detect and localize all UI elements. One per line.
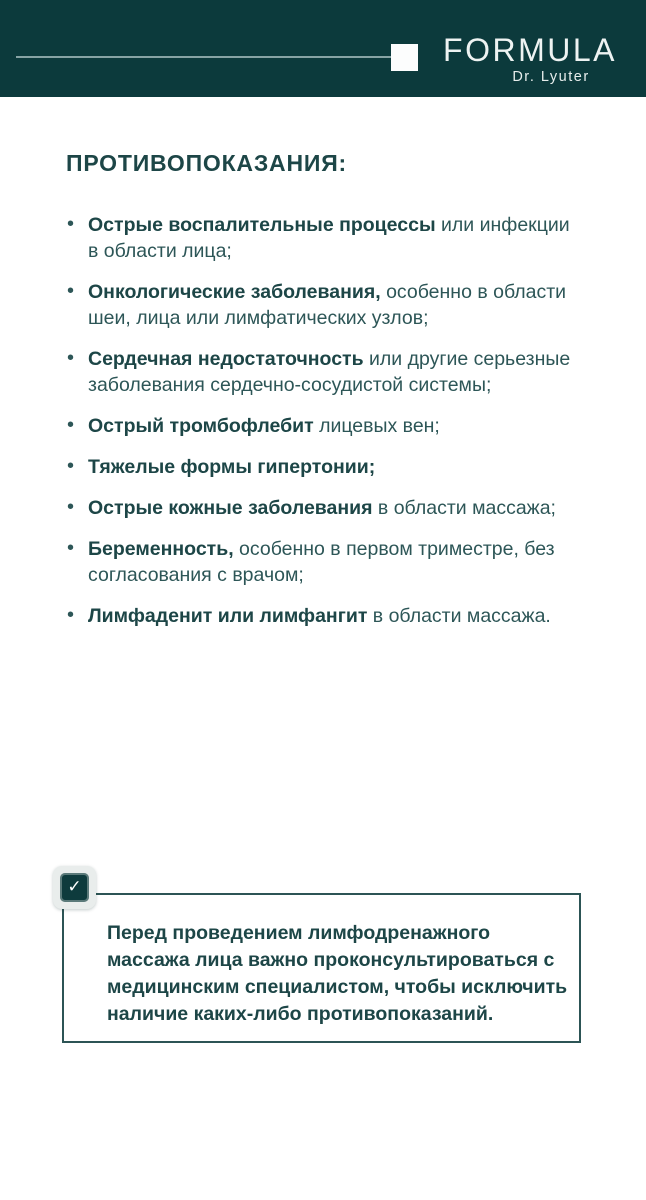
contraindication-detail: особенно в первом триместре, без согласования с врачом; bbox=[88, 538, 555, 586]
header-divider-line bbox=[16, 56, 391, 58]
contraindication-term: Онкологические заболевания, bbox=[88, 281, 381, 303]
contraindication-item bbox=[66, 603, 580, 629]
contraindication-detail: в области массажа. bbox=[367, 605, 551, 627]
contraindication-item bbox=[66, 454, 580, 480]
contraindication-term: Беременность, bbox=[88, 538, 234, 560]
contraindication-detail: особенно в области шеи, лица или лимфатических узлов; bbox=[88, 281, 567, 329]
contraindication-term: Острый тромбофлебит bbox=[88, 415, 314, 437]
contraindication-detail: или инфекции в области лица; bbox=[88, 214, 570, 262]
contraindication-detail: лицевых вен; bbox=[313, 415, 440, 437]
contraindication-item bbox=[66, 495, 580, 521]
contraindication-item bbox=[66, 212, 580, 264]
contraindication-item bbox=[66, 413, 580, 439]
contraindication-detail: в области массажа; bbox=[372, 497, 556, 519]
header-band bbox=[0, 0, 646, 97]
contraindication-item bbox=[66, 346, 580, 398]
contraindication-term: Тяжелые формы гипертонии; bbox=[88, 456, 376, 478]
note-text: Перед проведением лимфодренажного массажа лица важно проконсультироваться с медицинским специалистом, чтобы исключить наличие каких-либо противопоказаний. bbox=[107, 922, 568, 1025]
brand-square-icon bbox=[391, 44, 418, 71]
contraindications-list bbox=[66, 212, 580, 644]
checkmark-icon: ✓ bbox=[67, 877, 82, 896]
contraindication-term: Лимфаденит или лимфангит bbox=[88, 605, 368, 627]
brand-subtitle: Dr. Lyuter bbox=[512, 69, 590, 86]
contraindication-item bbox=[66, 536, 580, 588]
contraindication-term: Сердечная недостаточность bbox=[88, 348, 364, 370]
brand-name: FORMULA bbox=[443, 32, 617, 68]
contraindication-term: Острые кожные заболевания bbox=[88, 497, 373, 519]
brand-logo bbox=[428, 33, 632, 85]
checkbox bbox=[60, 873, 89, 902]
contraindication-term: Острые воспалительные процессы bbox=[88, 214, 436, 236]
contraindication-detail: или другие серьезные заболевания сердечно-сосудистой системы; bbox=[88, 348, 571, 396]
contraindication-item bbox=[66, 279, 580, 331]
page-title: ПРОТИВОПОКАЗАНИЯ: bbox=[66, 150, 347, 176]
note-box bbox=[62, 893, 581, 1043]
check-badge bbox=[53, 866, 96, 909]
